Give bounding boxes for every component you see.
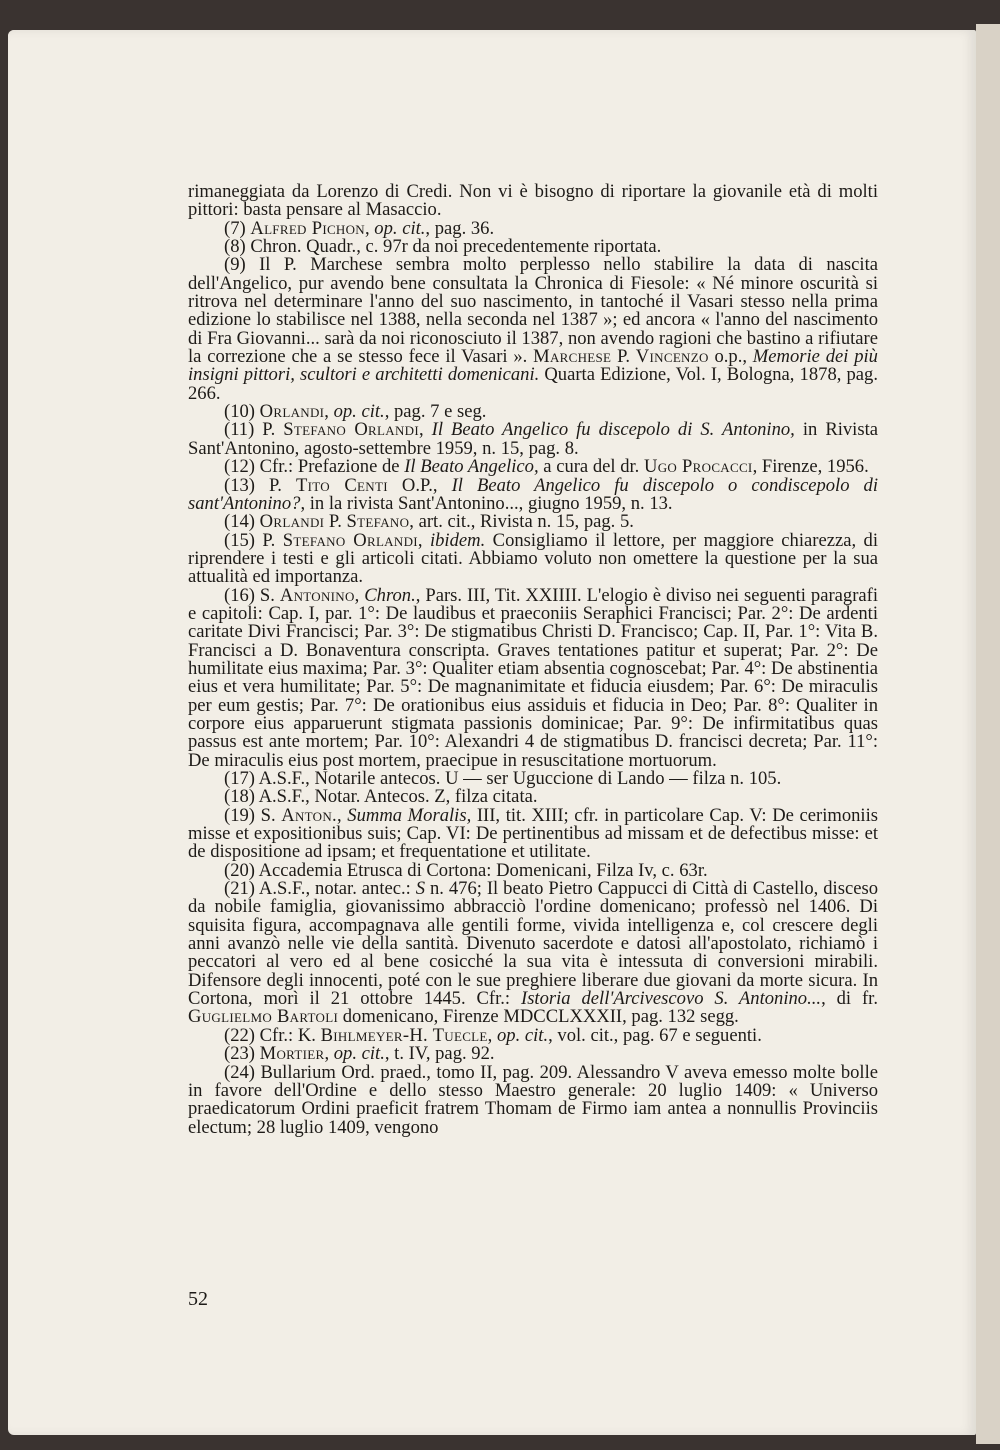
text-run: Quarta Edizione, Vol. I, Bologna, 1878, pag. 266. bbox=[188, 364, 878, 404]
text-run: (9) Il P. Marchese sembra molto perplesso nello stabilire la data di nascita dell'Angelico, pur avendo bene consultata la Chronica di Fiesole: « Né minore oscurità si ritrova nel determinare l'anno del suo nascimento, in tantoché il Vasari stesso nella prima edizione lo stabilisce nel 1388, nella seconda nel 1387 »; ed ancora « l'anno del nascimento di Fra Giovanni... sarà da noi riconosciuto il 1387, non avendo ragioni che bastino a rifiutare la correzione che a se stesso fece il Vasari ». bbox=[188, 254, 878, 368]
text-run: (19) S. bbox=[224, 804, 282, 826]
text-run: (24) Bullarium Ord. praed., tomo II, pag. 209. Alessandro V aveva emesso molte bolle in favore dell'Ordine e dello stesso Maestro generale: 20 luglio 1409: « Universo praedicatorum Ordini praeficit fratrem Thomam de Firmo iam antea a nonnullis Provinciis electum; 28 luglio 1409, vengono bbox=[188, 1061, 878, 1138]
footnote-paragraph bbox=[188, 474, 879, 514]
text-run: o.p., bbox=[708, 346, 753, 368]
author-name: Guglielmo Bartoli bbox=[188, 1006, 339, 1028]
text-run: (7) bbox=[224, 217, 251, 239]
text-run: (12) Cfr.: Prefazione de bbox=[224, 456, 405, 478]
author-name: Vincenzo bbox=[635, 346, 709, 368]
text-run: (10) bbox=[224, 401, 260, 423]
text-run: , bbox=[324, 401, 334, 423]
author-name: Stefano Orlandi bbox=[283, 419, 419, 441]
author-name: Mortier bbox=[259, 1043, 325, 1065]
text-run: , vol. cit., pag. 67 e seguenti. bbox=[548, 1024, 762, 1046]
text-run: (13) P. bbox=[224, 474, 297, 496]
text-run: (20) Accademia Etrusca di Cortona: Domenicani, Filza Iv, c. 63r. bbox=[224, 859, 708, 881]
text-run: , bbox=[365, 217, 375, 239]
author-name: Stefano bbox=[346, 511, 410, 533]
text-run: P. bbox=[324, 511, 347, 533]
text-run: , bbox=[417, 529, 430, 551]
text-run: , bbox=[337, 804, 348, 826]
text-run: III, tit. XIII; cfr. in particolare Cap. V: De cerimoniis misse et expositionibus suis; Cap. VI: De pertinentibus ad missam et de defectibus misse: et de dispositione ad ipsam; et frequentatione et utilitate. bbox=[188, 804, 878, 863]
text-run: (22) Cfr.: K. bbox=[224, 1024, 321, 1046]
author-name: Bihlmeyer-H. Tuecle bbox=[320, 1024, 488, 1046]
italic-title: Il Beato Angelico fu discepolo o condiscepolo di sant'Antonino? bbox=[188, 474, 879, 514]
text-run: a cura del dr. bbox=[538, 456, 644, 478]
footnote-paragraph bbox=[188, 1061, 878, 1138]
page-number: 52 bbox=[188, 1288, 208, 1310]
author-name: Orlandi bbox=[259, 511, 325, 533]
footnote-paragraph bbox=[188, 529, 878, 588]
italic-title: Chron. bbox=[364, 584, 416, 606]
italic-title: op. cit. bbox=[333, 401, 385, 423]
text-run: (11) P. bbox=[224, 419, 284, 441]
text-run: (18) A.S.F., Notar. Antecos. Z, filza citata. bbox=[224, 786, 538, 808]
italic-title: S bbox=[415, 878, 426, 900]
author-name: Anton. bbox=[281, 804, 337, 826]
author-name: Stefano Orlandi bbox=[282, 529, 418, 551]
italic-title: Il Beato Angelico, bbox=[404, 456, 539, 478]
text-run: , bbox=[354, 584, 365, 606]
text-run: , pag. 7 e seg. bbox=[384, 401, 487, 423]
text-run: n. 476; Il beato Pietro Cappucci di Città di Castello, disceso da nobile famiglia, giovanissimo abbracciò l'ordine domenicano; professò nel 1406. Di squisita figura, accompagnava alle gentili forme, vivida intelligenza e, col crescere degli anni avanzò nelle vie della santità. Divenuto sacerdote e datosi all'apostolato, richiamò i peccatori al vero ed al bene cosicché la sua vita è intessuta di conversioni mirabili. Difensore degli innocenti, poté con le sue preghiere liberare due giovani da morte sicura. In Cortona, morì il 21 ottobre 1445. Cfr.: bbox=[188, 878, 878, 1010]
text-run: P. bbox=[611, 346, 636, 368]
text-run: rimaneggiata da Lorenzo di Credi. Non vi è bisogno di riportare la giovanile età di molti pittori: basta pensare al Masaccio. bbox=[188, 181, 878, 221]
author-name: Alfred Pichon bbox=[250, 217, 365, 239]
italic-title: Memorie dei più insigni pittori, scultori e architetti domenicani. bbox=[188, 346, 878, 386]
text-run: (16) S. bbox=[224, 584, 280, 606]
text-run: , bbox=[418, 419, 432, 441]
continued-paragraph bbox=[188, 183, 878, 220]
text-run: Consigliamo il lettore, per maggiore chiarezza, di riprendere i testi e gli articoli citati. Abbiamo voluto non omettere la questione per la sua attualità ed importanza. bbox=[188, 529, 878, 588]
text-run: (17) A.S.F., Notarile antecos. U — ser Uguccione di Lando — filza n. 105. bbox=[224, 768, 782, 789]
footnote-paragraph bbox=[188, 804, 878, 863]
footnote-paragraph bbox=[188, 584, 879, 771]
italic-title: Istoria dell'Arcivescovo S. Antonino... bbox=[521, 988, 822, 1010]
author-name: Tito Centi bbox=[296, 474, 388, 496]
text-run: , pag. 36. bbox=[425, 217, 495, 239]
text-run: (15) P. bbox=[224, 529, 283, 551]
author-name: Ugo Procacci bbox=[643, 456, 753, 478]
italic-title: Summa Moralis, bbox=[347, 804, 472, 826]
footnote-paragraph bbox=[188, 256, 878, 403]
author-name: Orlandi bbox=[259, 401, 325, 423]
author-name: Antonino bbox=[279, 584, 355, 606]
italic-title: op. cit. bbox=[374, 217, 426, 239]
text-run: , t. IV, pag. 92. bbox=[384, 1043, 495, 1065]
text-run: (23) bbox=[224, 1043, 260, 1065]
text-run: in Rivista Sant'Antonino, agosto-settembre 1959, n. 15, pag. 8. bbox=[188, 419, 879, 459]
text-run: , Pars. III, Tit. XXIIII. L'elogio è diviso nei seguenti paragrafi e capitoli: Cap. I, par. 1°: De laudibus et praeconiis Seraphici Francisci; Par. 2°: De ardenti caritate Divi Francisci; Par. 3°: De stigmatibus Christi D. Francisco; Cap. II, Par. 1°: Vita B. Francisci a D. Bonaventura conscripta. Graves tentationes patitur et superat; Par. 2°: De humilitate eius maxima; Par. 3°: Qualiter etiam absentia cognoscebat; Par. 4°: De abstinentia eius et vera humilitate; Par. 5°: De magnanimitate et fiducia eiusdem; Par. 6°: De miraculis per eum gestis; Par. 7°: De orationibus eius assiduis et fiducia in Deo; Par. 8°: Qualiter in corpore eius apparuerunt stigmata passionis dominicae; Par. 9°: De infirmitatibus quas passus est ante mortem; Par. 10°: Alexandri 4 de stigmatibus D. francisci decreta; Par. 11°: De miraculis eius post mortem, praecipue in resuscitatione mortuorum. bbox=[188, 584, 879, 771]
author-name: Marchese bbox=[533, 346, 612, 368]
text-run: , di fr. bbox=[821, 988, 878, 1010]
footnotes-text bbox=[188, 183, 878, 1137]
text-run: (8) Chron. Quadr., c. 97r da noi precedentemente riportata. bbox=[224, 236, 662, 258]
footnote-paragraph bbox=[188, 880, 878, 1027]
text-run: O.P., bbox=[387, 474, 452, 496]
text-run: (21) A.S.F., notar. antec.: bbox=[224, 878, 416, 900]
footnote-paragraph bbox=[188, 421, 878, 458]
italic-title: Il Beato Angelico fu discepolo di S. Antonino, bbox=[431, 419, 795, 441]
text-run: (14) bbox=[224, 511, 260, 533]
italic-title: ibidem. bbox=[429, 529, 486, 551]
italic-title: op. cit. bbox=[333, 1043, 385, 1065]
text-run: , bbox=[487, 1024, 497, 1046]
book-spine-edge bbox=[976, 24, 1000, 1444]
italic-title: op. cit. bbox=[496, 1024, 549, 1046]
text-run: domenicano, Firenze MDCCLXXXII, pag. 132 segg. bbox=[338, 1006, 739, 1028]
text-run: , Firenze, 1956. bbox=[752, 456, 869, 478]
text-run: , in la rivista Sant'Antonino..., giugno 1959, n. 13. bbox=[300, 492, 673, 514]
text-run: , art. cit., Rivista n. 15, pag. 5. bbox=[409, 511, 634, 533]
text-run: , bbox=[324, 1043, 334, 1065]
